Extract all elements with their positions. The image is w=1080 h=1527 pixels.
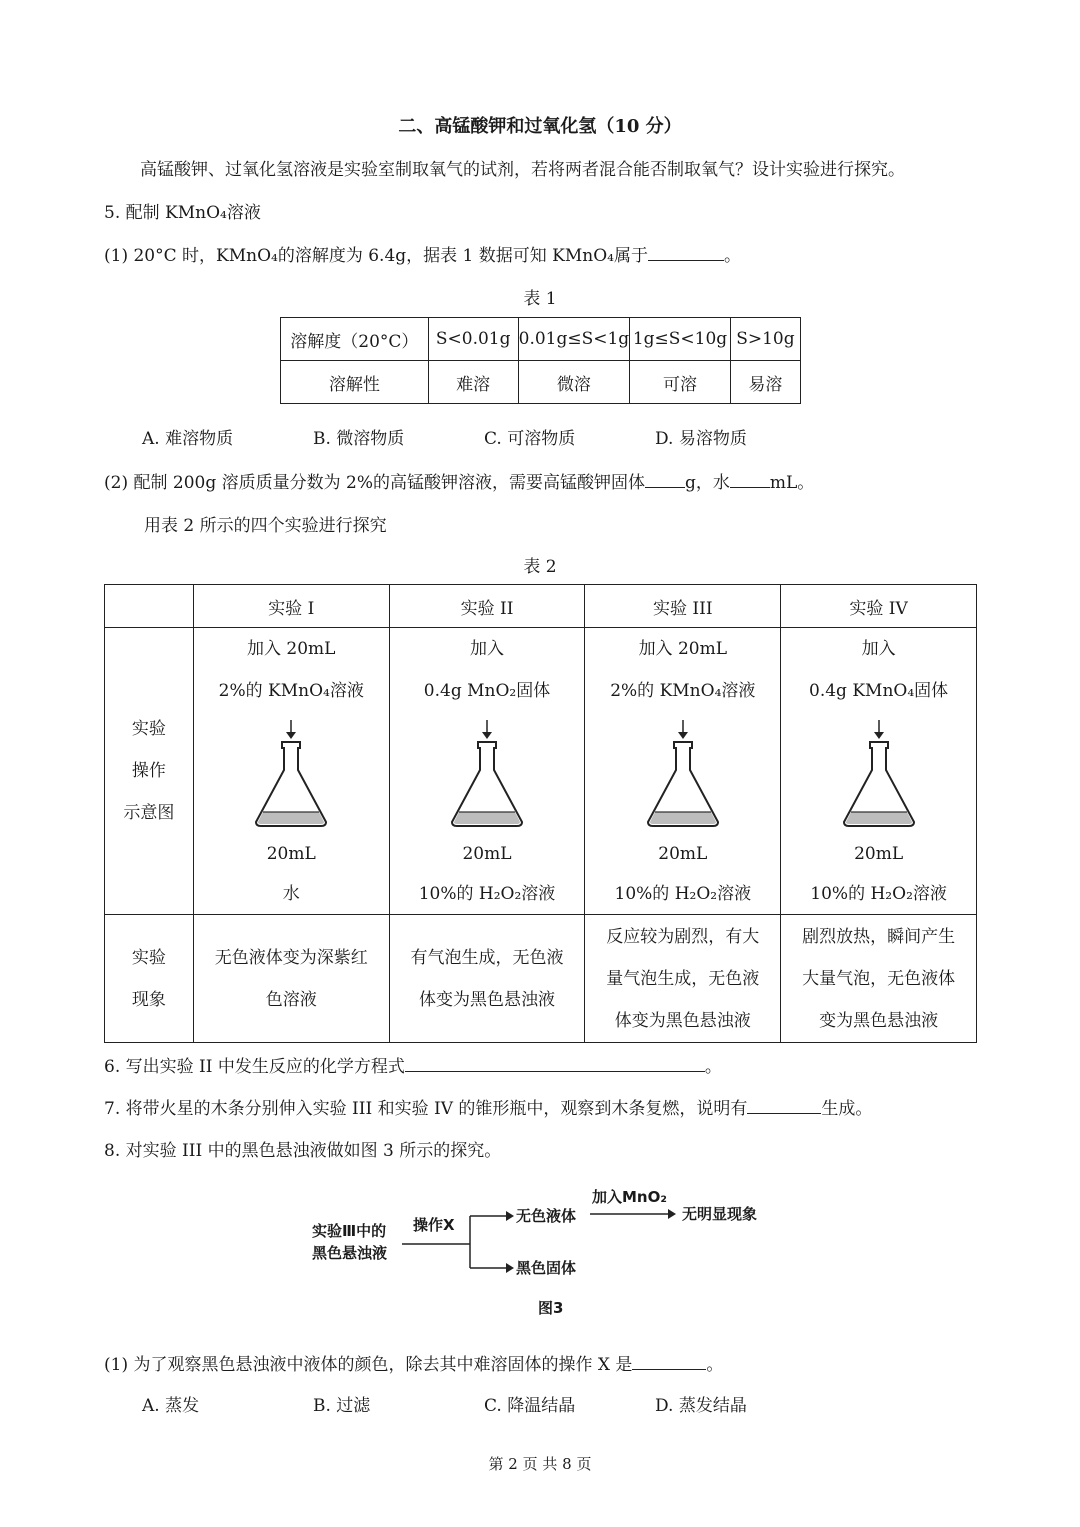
exp4-operation <box>781 628 977 915</box>
exp-base-line1: 20mL <box>462 844 512 864</box>
arrowhead-icon <box>668 1209 676 1219</box>
exp2-phenomenon <box>389 915 585 1043</box>
answer-blank[interactable] <box>648 244 724 261</box>
q7-end: 生成。 <box>821 1099 873 1119</box>
table2-corner <box>105 585 194 628</box>
table1-caption: 表 1 <box>523 289 557 309</box>
q6-end: 。 <box>704 1057 722 1077</box>
flow-op-label: 操作X <box>413 1216 455 1234</box>
phenomenon-line: 剧烈放热，瞬间产生 <box>802 926 956 947</box>
erlenmeyer-flask-icon <box>442 718 532 830</box>
exp-add-line1: 加入 20mL <box>247 639 336 659</box>
table1-cell: S<0.01g <box>428 318 518 361</box>
erlenmeyer-flask-icon <box>834 718 924 830</box>
row-label-line: 实验 <box>131 947 166 968</box>
q8-option-c[interactable]: C. 降温结晶 <box>484 1396 576 1416</box>
table1-cell: 1g≤S<10g <box>630 318 731 361</box>
exp-base-line1: 20mL <box>266 844 316 864</box>
q5-option-b[interactable]: B. 微溶物质 <box>313 429 405 449</box>
q8-option-d[interactable]: D. 蒸发结晶 <box>655 1396 747 1416</box>
solubility-table <box>280 317 801 404</box>
exp-add-line1: 加入 20mL <box>638 639 728 659</box>
exp2-operation <box>389 628 585 915</box>
exp-add-line1: 加入 <box>470 639 505 659</box>
phenomenon-line: 有气泡生成，无色液 <box>410 947 564 968</box>
table1-cell: 可溶 <box>630 361 731 404</box>
table2-intro: 用表 2 所示的四个实验进行探究 <box>144 516 387 536</box>
phenomenon-line: 大量气泡，无色液体 <box>802 968 956 989</box>
table2-header: 实验 I <box>193 585 389 628</box>
table1-cell: 微溶 <box>518 361 630 404</box>
answer-blank[interactable] <box>730 471 770 488</box>
q6 <box>104 1052 722 1077</box>
exp-base-line1: 20mL <box>658 844 708 864</box>
answer-blank[interactable] <box>632 1353 706 1370</box>
exp-add-line2: 2%的 KMnO₄溶液 <box>610 681 756 701</box>
erlenmeyer-flask-icon <box>638 718 728 830</box>
table2-header: 实验 II <box>389 585 585 628</box>
exp-base-line2: 10%的 H₂O₂溶液 <box>810 884 947 904</box>
exp-add-line2: 0.4g KMnO₄固体 <box>809 681 949 701</box>
phenomenon-line: 量气泡生成，无色液 <box>606 968 760 989</box>
q5-part2-text: (2) 配制 200g 溶质质量分数为 2%的高锰酸钾溶液，需要高锰酸钾固体 <box>104 473 645 493</box>
arrowhead-icon <box>506 1263 514 1273</box>
exp-base-line2: 水 <box>282 884 300 904</box>
intro-text: 高锰酸钾、过氧化氢溶液是实验室制取氧气的试剂，若将两者混合能否制取氧气？设计实验进行探究。 <box>140 160 905 180</box>
q8-text: 8. 对实验 III 中的黑色悬浊液做如图 3 所示的探究。 <box>104 1141 502 1161</box>
q5-option-a[interactable]: A. 难溶物质 <box>142 429 234 449</box>
q8-option-a[interactable]: A. 蒸发 <box>142 1396 200 1416</box>
flow-bottom-product: 黑色固体 <box>516 1259 577 1277</box>
exp-add-line1: 加入 <box>861 639 896 659</box>
table1-cell: 0.01g≤S<1g <box>518 318 630 361</box>
row-label-line: 现象 <box>131 989 166 1010</box>
phenomenon-line: 无色液体变为深紫红 <box>214 947 368 968</box>
phenomenon-line: 色溶液 <box>265 989 317 1010</box>
q7 <box>104 1094 872 1119</box>
q6-text: 6. 写出实验 II 中发生反应的化学方程式 <box>104 1057 405 1077</box>
phenomenon-line: 体变为黑色悬浊液 <box>419 989 556 1010</box>
row-label-operation <box>105 628 194 915</box>
q5-option-c[interactable]: C. 可溶物质 <box>484 429 576 449</box>
q5-part2 <box>104 468 814 493</box>
figure3-caption: 图3 <box>538 1299 564 1317</box>
flow-start-line2: 黑色悬浊液 <box>312 1244 388 1262</box>
table2-caption: 表 2 <box>523 557 557 577</box>
q5-option-d[interactable]: D. 易溶物质 <box>655 429 747 449</box>
table1-cell: S>10g <box>730 318 800 361</box>
row-label-line: 实验 <box>131 719 166 739</box>
exp-add-line2: 0.4g MnO₂固体 <box>423 681 551 701</box>
q8-part1 <box>104 1350 723 1375</box>
table1-cell: 易溶 <box>730 361 800 404</box>
flow-top-product: 无色液体 <box>516 1207 577 1225</box>
q8-part1-text: (1) 为了观察黑色悬浊液中液体的颜色，除去其中难溶固体的操作 X 是 <box>104 1355 633 1375</box>
exp-base-line2: 10%的 H₂O₂溶液 <box>418 884 556 904</box>
arrowhead-icon <box>506 1211 514 1221</box>
exp-base-line1: 20mL <box>854 844 904 864</box>
section-title: 二、高锰酸钾和过氧化氢（10 分） <box>398 116 682 137</box>
table2-header: 实验 IV <box>781 585 977 628</box>
exp3-operation <box>585 628 781 915</box>
table1-cell: 溶解度（20°C） <box>281 318 429 361</box>
page-footer: 第 2 页 共 8 页 <box>488 1455 592 1473</box>
row-label-phenomenon <box>105 915 194 1043</box>
flow-diagram-svg <box>300 1180 780 1320</box>
erlenmeyer-flask-icon <box>246 718 336 830</box>
row-label-line: 操作 <box>131 761 166 781</box>
exp-base-line2: 10%的 H₂O₂溶液 <box>614 884 752 904</box>
answer-blank[interactable] <box>645 471 685 488</box>
q5-part1-text: (1) 20°C 时，KMnO₄的溶解度为 6.4g，据表 1 数据可知 KMnO₄属于 <box>104 246 648 266</box>
table1-cell: 溶解性 <box>281 361 429 404</box>
answer-blank[interactable] <box>405 1055 705 1072</box>
q8-option-b[interactable]: B. 过滤 <box>313 1396 371 1416</box>
q5-part2-mid: g，水 <box>685 473 730 493</box>
row-label-line: 示意图 <box>123 803 175 823</box>
exp3-phenomenon <box>585 915 781 1043</box>
q7-text: 7. 将带火星的木条分别伸入实验 III 和实验 IV 的锥形瓶中，观察到木条复燃，说明有 <box>104 1099 748 1119</box>
exp1-operation <box>193 628 389 915</box>
flow-start-line1: 实验Ⅲ中的 <box>312 1222 387 1240</box>
table2-header: 实验 III <box>585 585 781 628</box>
phenomenon-line: 反应较为剧烈，有大 <box>606 926 760 947</box>
q5-part2-end: mL。 <box>769 473 815 493</box>
flow-result: 无明显现象 <box>682 1205 758 1223</box>
exp-add-line2: 2%的 KMnO₄溶液 <box>218 681 364 701</box>
q5-heading: 5. 配制 KMnO₄溶液 <box>104 203 261 223</box>
phenomenon-line: 变为黑色悬浊液 <box>819 1010 939 1031</box>
exp1-phenomenon <box>193 915 389 1043</box>
experiment-table <box>104 584 977 1043</box>
q5-part1 <box>104 241 741 266</box>
figure3-flow-diagram <box>300 1180 780 1320</box>
q8-part1-end: 。 <box>706 1355 724 1375</box>
phenomenon-line: 体变为黑色悬浊液 <box>614 1010 751 1031</box>
answer-blank[interactable] <box>747 1097 821 1114</box>
table1-cell: 难溶 <box>428 361 518 404</box>
exp4-phenomenon <box>781 915 977 1043</box>
flow-add-label: 加入MnO₂ <box>592 1188 667 1206</box>
q5-part1-end: 。 <box>724 246 741 266</box>
